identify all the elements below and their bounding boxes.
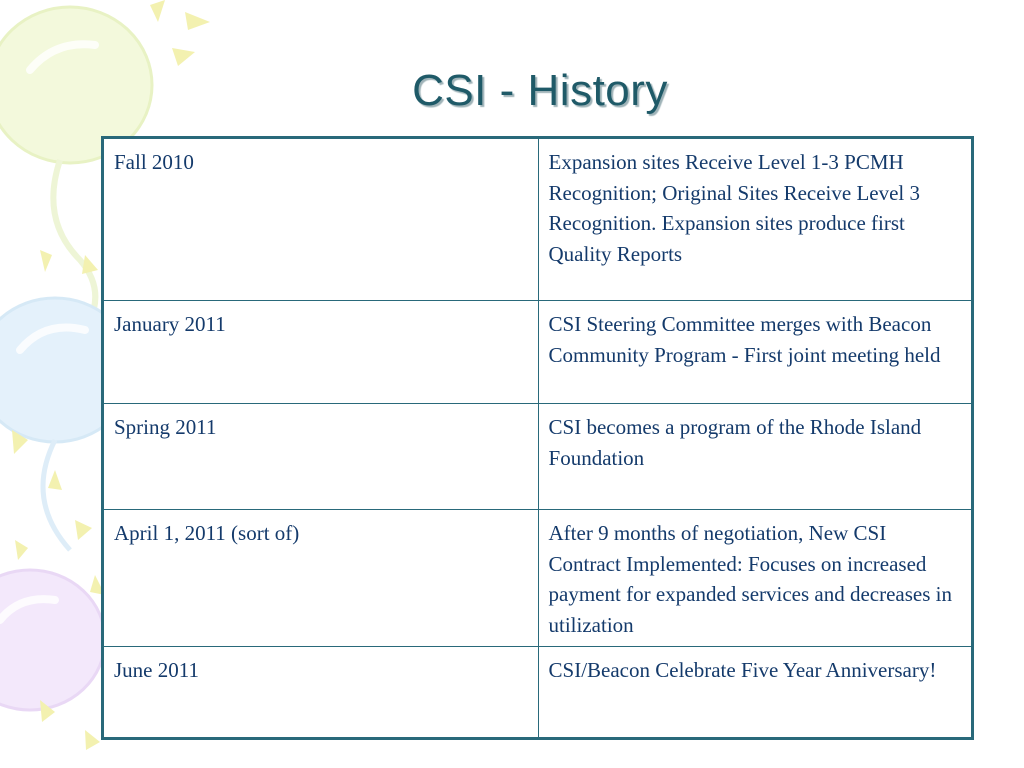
table-row <box>103 138 973 301</box>
date-cell: Fall 2010 <box>103 138 539 301</box>
slide-title: CSI - History <box>412 66 668 115</box>
table-row <box>103 404 973 510</box>
date-cell: Spring 2011 <box>103 404 539 510</box>
purple-balloon-icon <box>0 570 105 710</box>
table-row <box>103 301 973 404</box>
table-row <box>103 647 973 739</box>
event-cell: CSI becomes a program of the Rhode Island Foundation <box>538 404 972 510</box>
table-row <box>103 510 973 647</box>
event-cell: CSI Steering Committee merges with Beacon Community Program - First joint meeting held <box>538 301 972 404</box>
event-cell: CSI/Beacon Celebrate Five Year Anniversary! <box>538 647 972 739</box>
event-cell: After 9 months of negotiation, New CSI Contract Implemented: Focuses on increased payment for expanded services and decreases in utilization <box>538 510 972 647</box>
event-cell: Expansion sites Receive Level 1-3 PCMH Recognition; Original Sites Receive Level 3 Recognition. Expansion sites produce first Quality Reports <box>538 138 972 301</box>
date-cell: June 2011 <box>103 647 539 739</box>
date-cell: January 2011 <box>103 301 539 404</box>
date-cell: April 1, 2011 (sort of) <box>103 510 539 647</box>
history-table <box>101 136 974 740</box>
